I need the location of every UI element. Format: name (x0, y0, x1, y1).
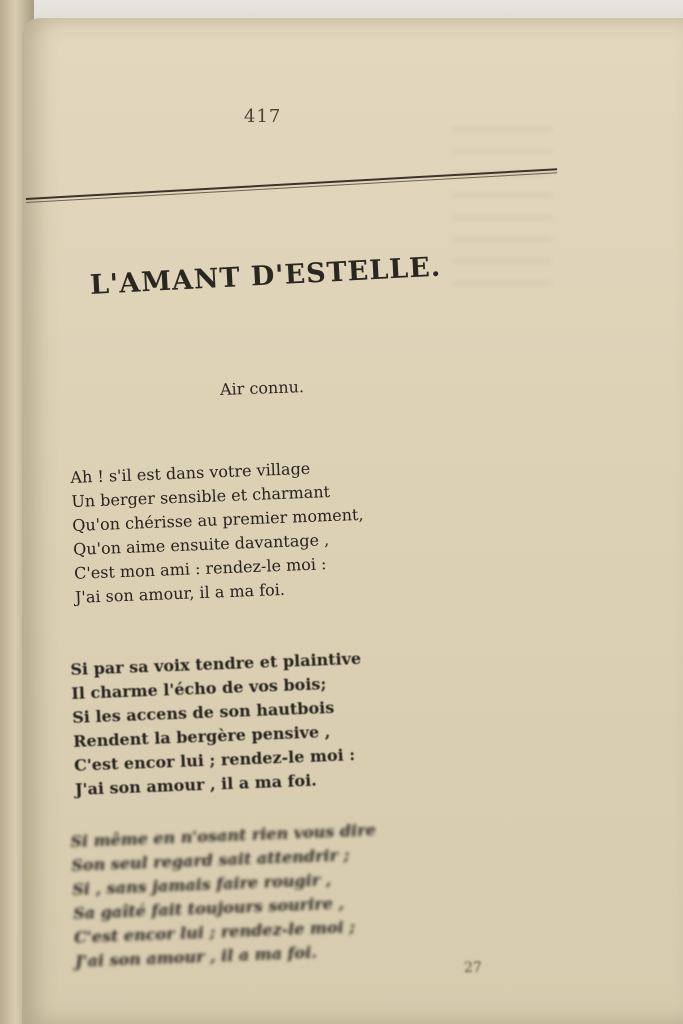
verse-line: J'ai son amour , il a ma foi. (74, 770, 318, 799)
verse-line: Il charme l'écho de vos bois; (70, 674, 327, 703)
poem-title: L'AMANT D'ESTELLE. (89, 251, 442, 301)
verse-line: Sa gaîté fait toujours sourire , (72, 893, 345, 923)
stanza-1 (70, 455, 367, 610)
verse-line: Un berger sensible et charmant (70, 482, 331, 511)
air-subtitle: Air connu. (219, 377, 305, 399)
stanza-2 (70, 647, 366, 802)
verse-line: Qu'on chérisse au premier moment, (71, 504, 364, 535)
page-number-top: 417 (244, 106, 282, 127)
verse-line: Qu'on aime ensuite davantage , (72, 530, 330, 559)
stanza-3 (70, 818, 381, 974)
verse-line: C'est encor lui ; rendez-le moi ; (73, 917, 356, 947)
verse-line: Si les accens de son hautbois (71, 697, 335, 727)
verse-line: Ah ! s'il est dans votre village (70, 458, 311, 487)
verse-line: J'ai son amour , il a ma foi. (74, 942, 318, 971)
verse-line: C'est mon ami : rendez-le moi : (73, 554, 327, 583)
book-page (22, 18, 683, 1024)
show-through-text (452, 128, 552, 288)
page-number-bottom: 27 (464, 960, 482, 976)
verse-line: Si par sa voix tendre et plaintive (70, 648, 362, 679)
verse-line: Si même en n'osant rien vous dire (70, 820, 377, 851)
verse-line: Rendent la bergère pensive , (72, 722, 331, 751)
verse-line: Son seul regard sait attendrir ; (70, 845, 350, 875)
verse-line: Si , sans jamais faire rougir , (71, 870, 332, 899)
verse-line: C'est encor lui ; rendez-le moi : (73, 745, 356, 775)
verse-line: J'ai son amour, il a ma foi. (74, 579, 286, 607)
